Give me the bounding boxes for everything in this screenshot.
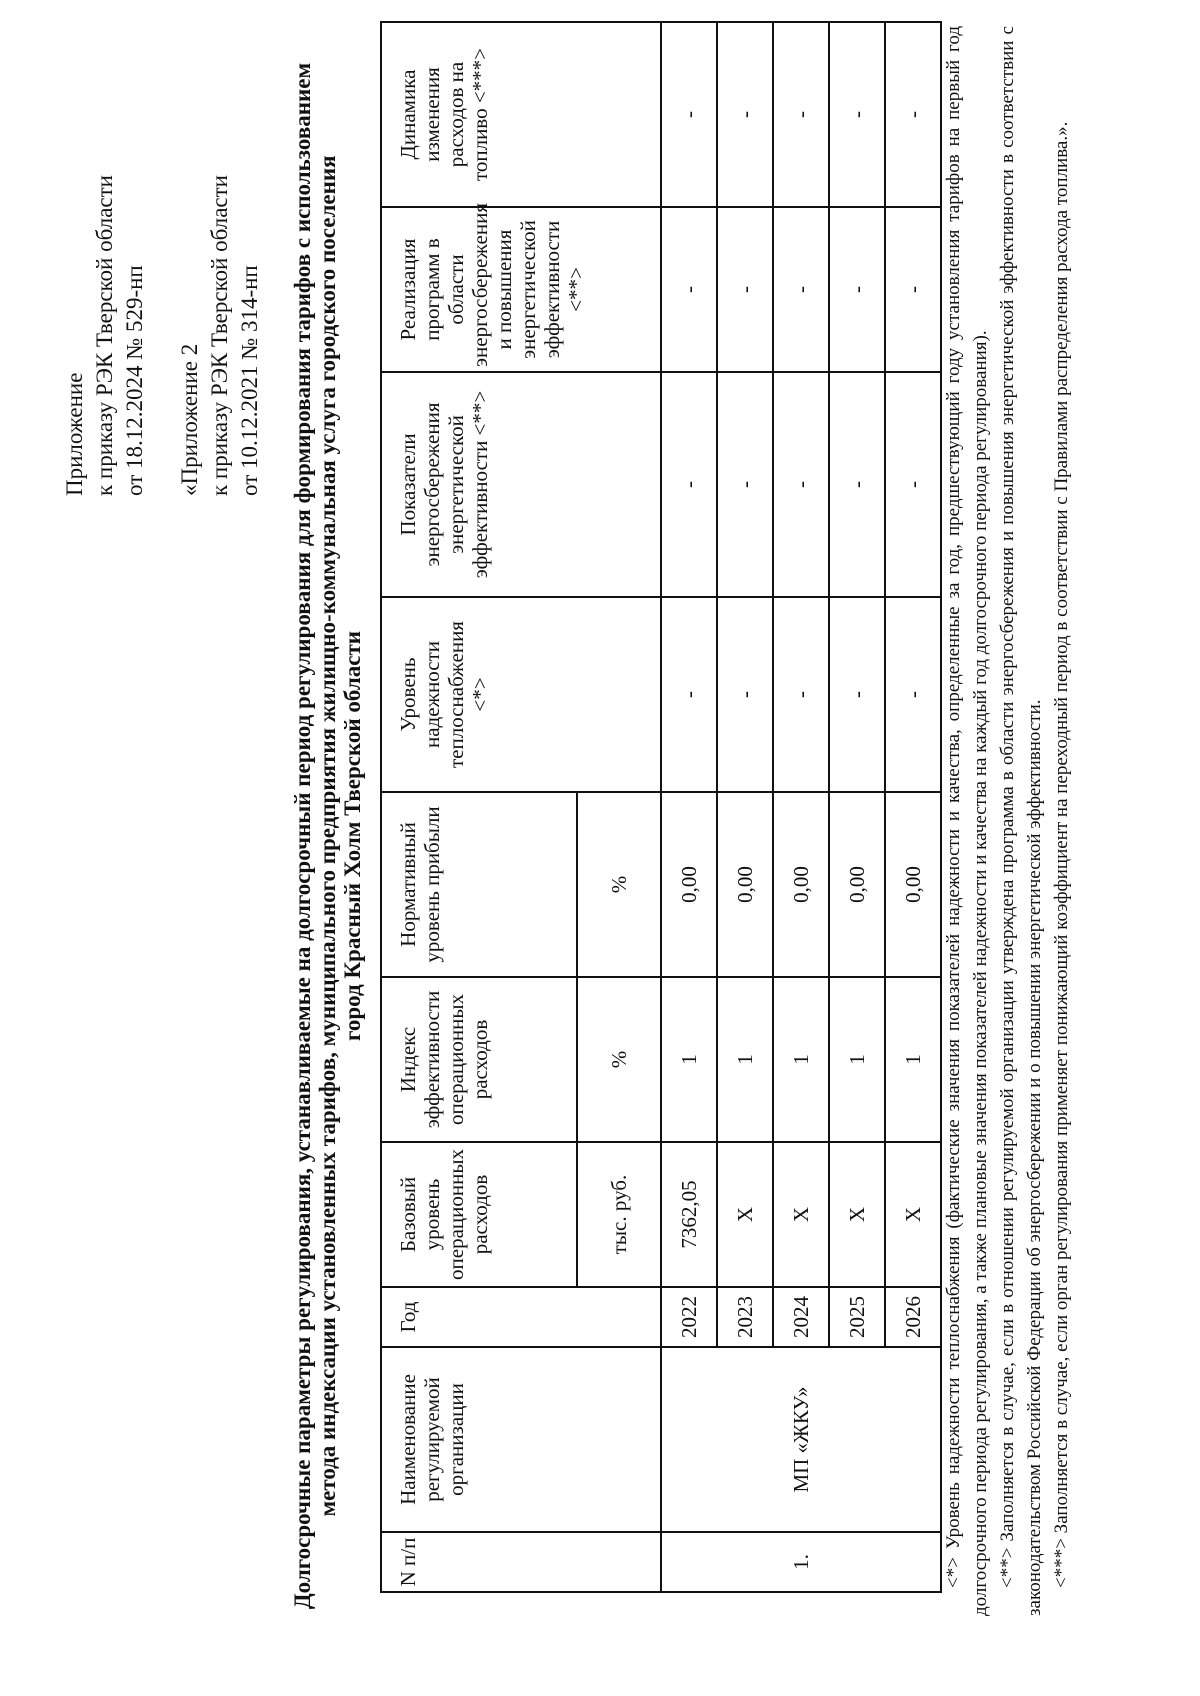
title-line: метода индексации установленных тарифов, муниципального предприятия жилищно-коммунальная услуга городского поселения — [315, 155, 340, 1517]
cell-energy-indicators: - — [773, 372, 829, 597]
parameters-table — [380, 21, 942, 1593]
cell-fuel: - — [717, 22, 773, 207]
cell-programs: - — [773, 207, 829, 372]
cell-year: 2023 — [717, 1287, 773, 1347]
cell-energy-indicators: - — [717, 372, 773, 597]
cell-fuel: - — [773, 22, 829, 207]
footnote: <***> Заполняется в случае, если орган регулирования применяет понижающий коэффициент на переходный период в соответствии с Правилами распределения расхода топлива.». — [1051, 121, 1072, 1588]
cell-reliability: - — [661, 597, 717, 792]
cell-energy-indicators: - — [661, 372, 717, 597]
header-line: к приказу РЭК Тверской области — [92, 175, 117, 496]
header-programs: Реализация программ в области энергосбережения и повышения энергетической эффективности <**> — [381, 207, 661, 372]
header-line: от 18.12.2024 № 529-нп — [122, 265, 147, 496]
footnote: <**> Заполняется в случае, если в отношении регулируемой организации утверждена программа в области энергосбережения и повышения энергетической эффективности в соответствии с законодательством Российской Федерации об энергосбережении и о повышении энергетической эффективности. — [997, 26, 1045, 1616]
cell-index: 1 — [661, 977, 717, 1142]
header-reliability: Уровень надежности теплоснабжения <*> — [381, 597, 661, 792]
cell-programs: - — [885, 207, 941, 372]
cell-base: Х — [773, 1142, 829, 1287]
header-line: к приказу РЭК Тверской области — [207, 175, 232, 496]
cell-profit: 0,00 — [717, 792, 773, 977]
header-org: Наименование регулируемой организации — [381, 1347, 661, 1532]
header-year: Год — [381, 1287, 661, 1347]
cell-programs: - — [717, 207, 773, 372]
cell-year: 2025 — [829, 1287, 885, 1347]
header-base: Базовый уровень операционных расходов — [381, 1142, 577, 1287]
unit-profit: % — [577, 792, 661, 977]
cell-reliability: - — [885, 597, 941, 792]
document-header — [60, 175, 265, 496]
header-fuel: Динамика изменения расходов на топливо <***> — [381, 22, 661, 207]
cell-energy-indicators: - — [885, 372, 941, 597]
cell-year: 2022 — [661, 1287, 717, 1347]
cell-year: 2024 — [773, 1287, 829, 1347]
title-line: Долгосрочные параметры регулирования, устанавливаемые на долгосрочный период регулирования для формирования тарифов с использованием — [290, 62, 315, 1610]
cell-base: Х — [717, 1142, 773, 1287]
cell-fuel: - — [661, 22, 717, 207]
cell-base: Х — [885, 1142, 941, 1287]
footnotes — [940, 26, 1075, 1616]
cell-index: 1 — [717, 977, 773, 1142]
cell-reliability: - — [773, 597, 829, 792]
cell-reliability: - — [829, 597, 885, 792]
cell-profit: 0,00 — [773, 792, 829, 977]
cell-reliability: - — [717, 597, 773, 792]
cell-base: 7362,05 — [661, 1142, 717, 1287]
org-number: 1. — [661, 1532, 941, 1592]
header-index: Индекс эффективности операционных расходов — [381, 977, 577, 1142]
cell-fuel: - — [885, 22, 941, 207]
cell-energy-indicators: - — [829, 372, 885, 597]
cell-programs: - — [661, 207, 717, 372]
header-line: Приложение — [62, 372, 87, 496]
header-num: N п/п — [381, 1532, 661, 1592]
cell-index: 1 — [885, 977, 941, 1142]
table-row — [661, 22, 717, 1592]
cell-base: Х — [829, 1142, 885, 1287]
cell-fuel: - — [829, 22, 885, 207]
unit-base: тыс. руб. — [577, 1142, 661, 1287]
cell-programs: - — [829, 207, 885, 372]
cell-index: 1 — [773, 977, 829, 1142]
header-profit: Нормативный уровень прибыли — [381, 792, 577, 977]
org-name: МП «ЖКУ» — [661, 1347, 941, 1532]
header-energy-indicators: Показатели энергосбережения энергетической эффективности <**> — [381, 372, 661, 597]
cell-profit: 0,00 — [829, 792, 885, 977]
title-line: город Красный Холм Тверской области — [340, 630, 365, 1042]
cell-profit: 0,00 — [885, 792, 941, 977]
cell-profit: 0,00 — [661, 792, 717, 977]
header-line: от 10.12.2021 № 314-нп — [237, 265, 262, 496]
document-title — [290, 56, 365, 1616]
cell-year: 2026 — [885, 1287, 941, 1347]
unit-index: % — [577, 977, 661, 1142]
footnote: <*> Уровень надежности теплоснабжения (фактические значения показателей надежности и качества, определенные за год, предшествующий году установления тарифов на первый год долгосрочного периода регулирования, а также плановые значения показателей надежности и качества на каждый год долгосрочного периода регулирования). — [943, 26, 991, 1616]
header-line: «Приложение 2 — [177, 343, 202, 496]
cell-index: 1 — [829, 977, 885, 1142]
